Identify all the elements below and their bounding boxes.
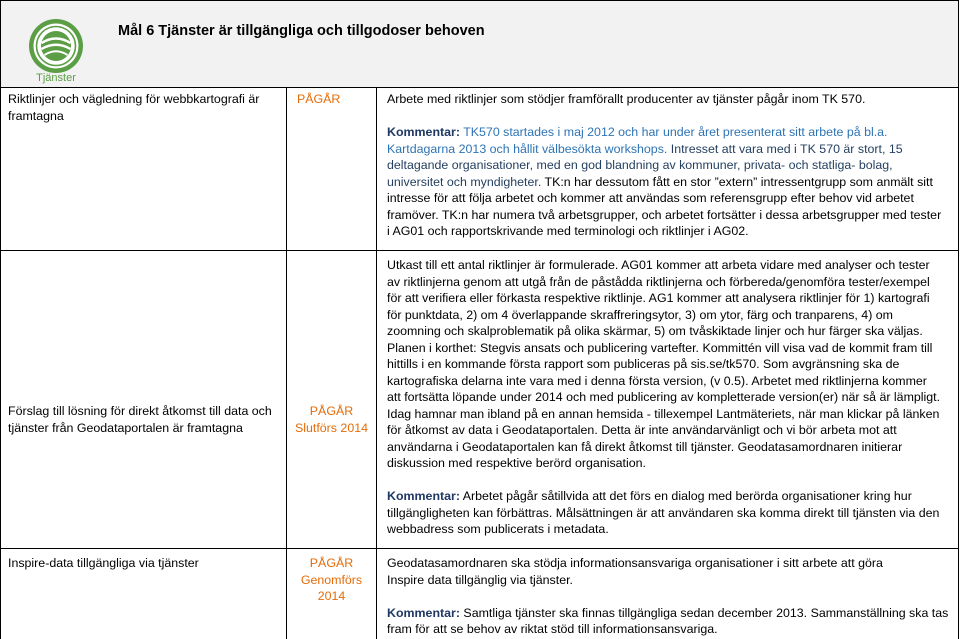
detail-text: zoomning och skalproblematik på olika skärmar, 5) om tvåskiktade linjer och hur färger ska väljas. — [387, 324, 923, 338]
activity-line: Riktlinjer och vägledning för webbkartografi är — [8, 92, 260, 106]
detail-text: hittills i en kommande första rapport som publiceras på sis.se/tk570. Som avgränsning ska de — [387, 357, 900, 371]
detail-text: fram för att se behov av riktat stöd till informationsansvariga. — [387, 622, 718, 636]
activity-line: framtagna — [8, 108, 64, 123]
comment-label: Kommentar: — [387, 125, 460, 139]
detail-text: TK:n har dessutom fått en stor ”extern” intressentgrupp som anmält sitt — [541, 174, 933, 189]
detail-text: Planen i korthet: Stegvis ansats och publicering vartefter. Kommittén vill visa vad de kommit fram till — [387, 340, 933, 355]
detail-text: för att verifiera eller förkasta respektive riktlinje. AG1 kommer att analysera riktlinjer för 1) kartografi — [387, 291, 930, 305]
logo-text: Tjänster — [36, 72, 76, 84]
comment-text: deltagande organisationer, med en god blandning av kommuner, privata- och statliga- bolag, — [387, 158, 893, 172]
detail-text: webbadress som publicerats i metadata. — [387, 522, 609, 536]
detail-text: Geodatasamordnaren ska stödja informationsansvariga organisationer i sitt arbete att göra — [387, 556, 883, 570]
detail-text: för punktdata, 2) om 4 överlappande skraffreringsytor, 3) om ytor, färg och tranparens, 4) om — [387, 307, 893, 322]
status-text: PÅGÅR — [309, 404, 354, 418]
detail-text: Inspire data tillgänglig via tjänster. — [387, 572, 573, 587]
status-text: Genomförs — [300, 572, 363, 587]
detail-text: användarna i Geodataportalen kan få direkt åtkomst till tjänster. Geodatasamordnaren initierar — [387, 439, 903, 454]
detail-text: Arbete med riktlinjer som stödjer framförallt producenter av tjänster pågår inom TK 570. — [387, 92, 866, 106]
detail-text: Samtliga tjänster ska finnas tillgängliga sedan december 2013. Sammanställning ska tas — [459, 605, 949, 620]
page-title: Mål 6 Tjänster är tillgängliga och tillgodoser behoven — [118, 23, 485, 39]
comment-text: Intresset att vara med i TK 570 är stort, 15 — [667, 141, 903, 156]
comment-text: TK570 startades i maj 2012 och har under året presenterat sitt arbete på bl.a. — [459, 125, 888, 139]
activity-line: Förslag till lösning för direkt åtkomst till data och — [8, 404, 272, 418]
comment-label: Kommentar: — [387, 489, 460, 503]
detail-text: tillgängligheten kan förbättras. Målsättningen är att användaren ska komma direkt till tjänsten via den — [387, 505, 940, 520]
detail-text: att fortsätta löpande under 2014 och med publicering av kompletterade version(er) när så är lämpligt. — [387, 390, 941, 404]
detail-text: framöver. TK:n har numera två arbetsgrupper, och arbetet fortsätter i dessa arbetsgrupper med tester — [387, 207, 942, 222]
status-text: Slutförs 2014 — [294, 420, 368, 435]
detail-text: diskussion med respektive berörd organisation. — [387, 456, 646, 470]
activity-line: Inspire-data tillgängliga via tjänster — [8, 556, 199, 570]
detail-text: för åtkomst av data i Geodataportalen. Detta är inte användarvänligt och vi bör arbeta mot att — [387, 423, 897, 437]
detail-text: av riktlinjerna genom att utgå från de påstådda riktlinjerna och förbereda/genomföra tester/exempel — [387, 274, 930, 289]
comment-text: Kartdagarna 2013 och hållit välbesökta workshops. — [387, 141, 668, 156]
activity-line: tjänster från Geodataportalen är framtagna — [8, 420, 243, 435]
status-text: 2014 — [317, 589, 346, 603]
detail-text: Utkast till ett antal riktlinjer är formulerade. AG01 kommer att arbeta vidare med analyser och tester — [387, 258, 930, 272]
status-text: PÅGÅR — [297, 92, 341, 106]
detail-text: Idag hamnar man ibland på en annan hemsida - tillexempel Lantmäteriets, när man klickar på länken — [387, 406, 940, 421]
detail-text: intresse för att följa arbetet och kommer att användas som referensgrupp efter behov vid arbetet — [387, 191, 914, 205]
detail-text: Arbetet pågår såtillvida att det förs en dialog med berörda organisationer kring hur — [459, 489, 912, 503]
comment-label: Kommentar: — [387, 605, 460, 620]
status-text: PÅGÅR — [309, 556, 354, 570]
detail-text: kartografiska delarna inte vara med i denna första version, (v 0.5). Arbetet med riktlinjerna kommer — [387, 373, 927, 388]
comment-text: universitet och myndigheter. — [387, 174, 542, 189]
detail-text: i AG01 och rapportskrivande med terminologi och riktlinjer i AG02. — [387, 224, 749, 238]
